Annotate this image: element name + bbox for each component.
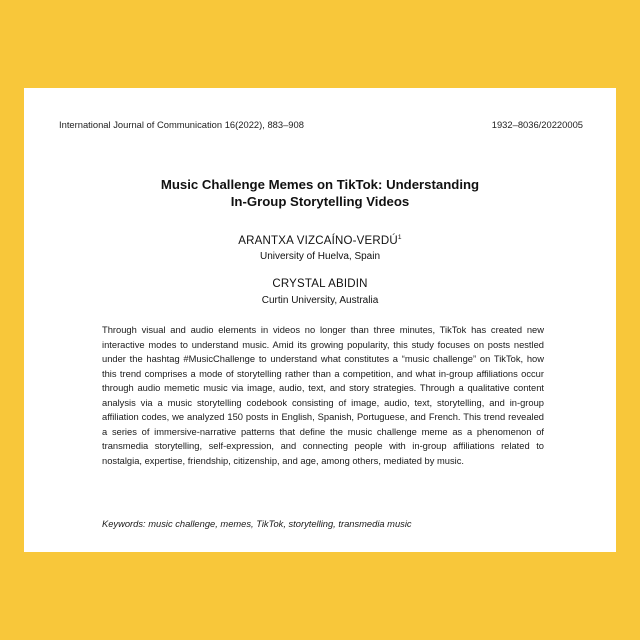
author-1 <box>24 234 616 247</box>
journal-citation: International Journal of Communication 16(2022), 883–908 <box>59 119 304 130</box>
running-header <box>59 119 583 130</box>
keywords: Keywords: music challenge, memes, TikTok, storytelling, transmedia music <box>102 519 412 529</box>
author-1-affiliation: University of Huelva, Spain <box>259 251 381 262</box>
abstract: Through visual and audio elements in videos no longer than three minutes, TikTok has created new interactive modes to understand music. Amid its growing popularity, this study focuses on posts nestled under the hashtag #MusicChallenge to understand what constitutes a “music challenge” on TikTok, how this trend comprises a mode of storytelling rather than a competition, and what in-group affiliations occur through audio memetic music via image, audio, text, and story strategies. Through a qualitative content analysis via a music storytelling codebook consisting of image, audio, text, storytelling, and in-group affiliation codes, we analyzed 150 posts in English, Spanish, Portuguese, and French. This trend revealed a series of immersive-narrative patterns that define the music challenge meme as a phenomenon of transmedia storytelling, self-expression, and connecting people with in-group affiliations related to nostalgia, expertise, friendship, citizenship, and age, among others, mediated by music. <box>102 325 544 466</box>
author-1-footnote: 1 <box>397 234 402 241</box>
paper-page <box>24 88 616 552</box>
title-line-2: In-Group Storytelling Videos <box>230 193 410 209</box>
title-line-1: Music Challenge Memes on TikTok: Understanding <box>160 177 480 192</box>
author-2-affiliation: Curtin University, Australia <box>261 295 379 306</box>
paper-title <box>24 177 616 210</box>
author-2-name: CRYSTAL ABIDIN <box>272 278 368 290</box>
author-1-name: ARANTXA VIZCAÍNO-VERDÚ <box>238 235 398 247</box>
issn: 1932–8036/20220005 <box>491 119 583 130</box>
